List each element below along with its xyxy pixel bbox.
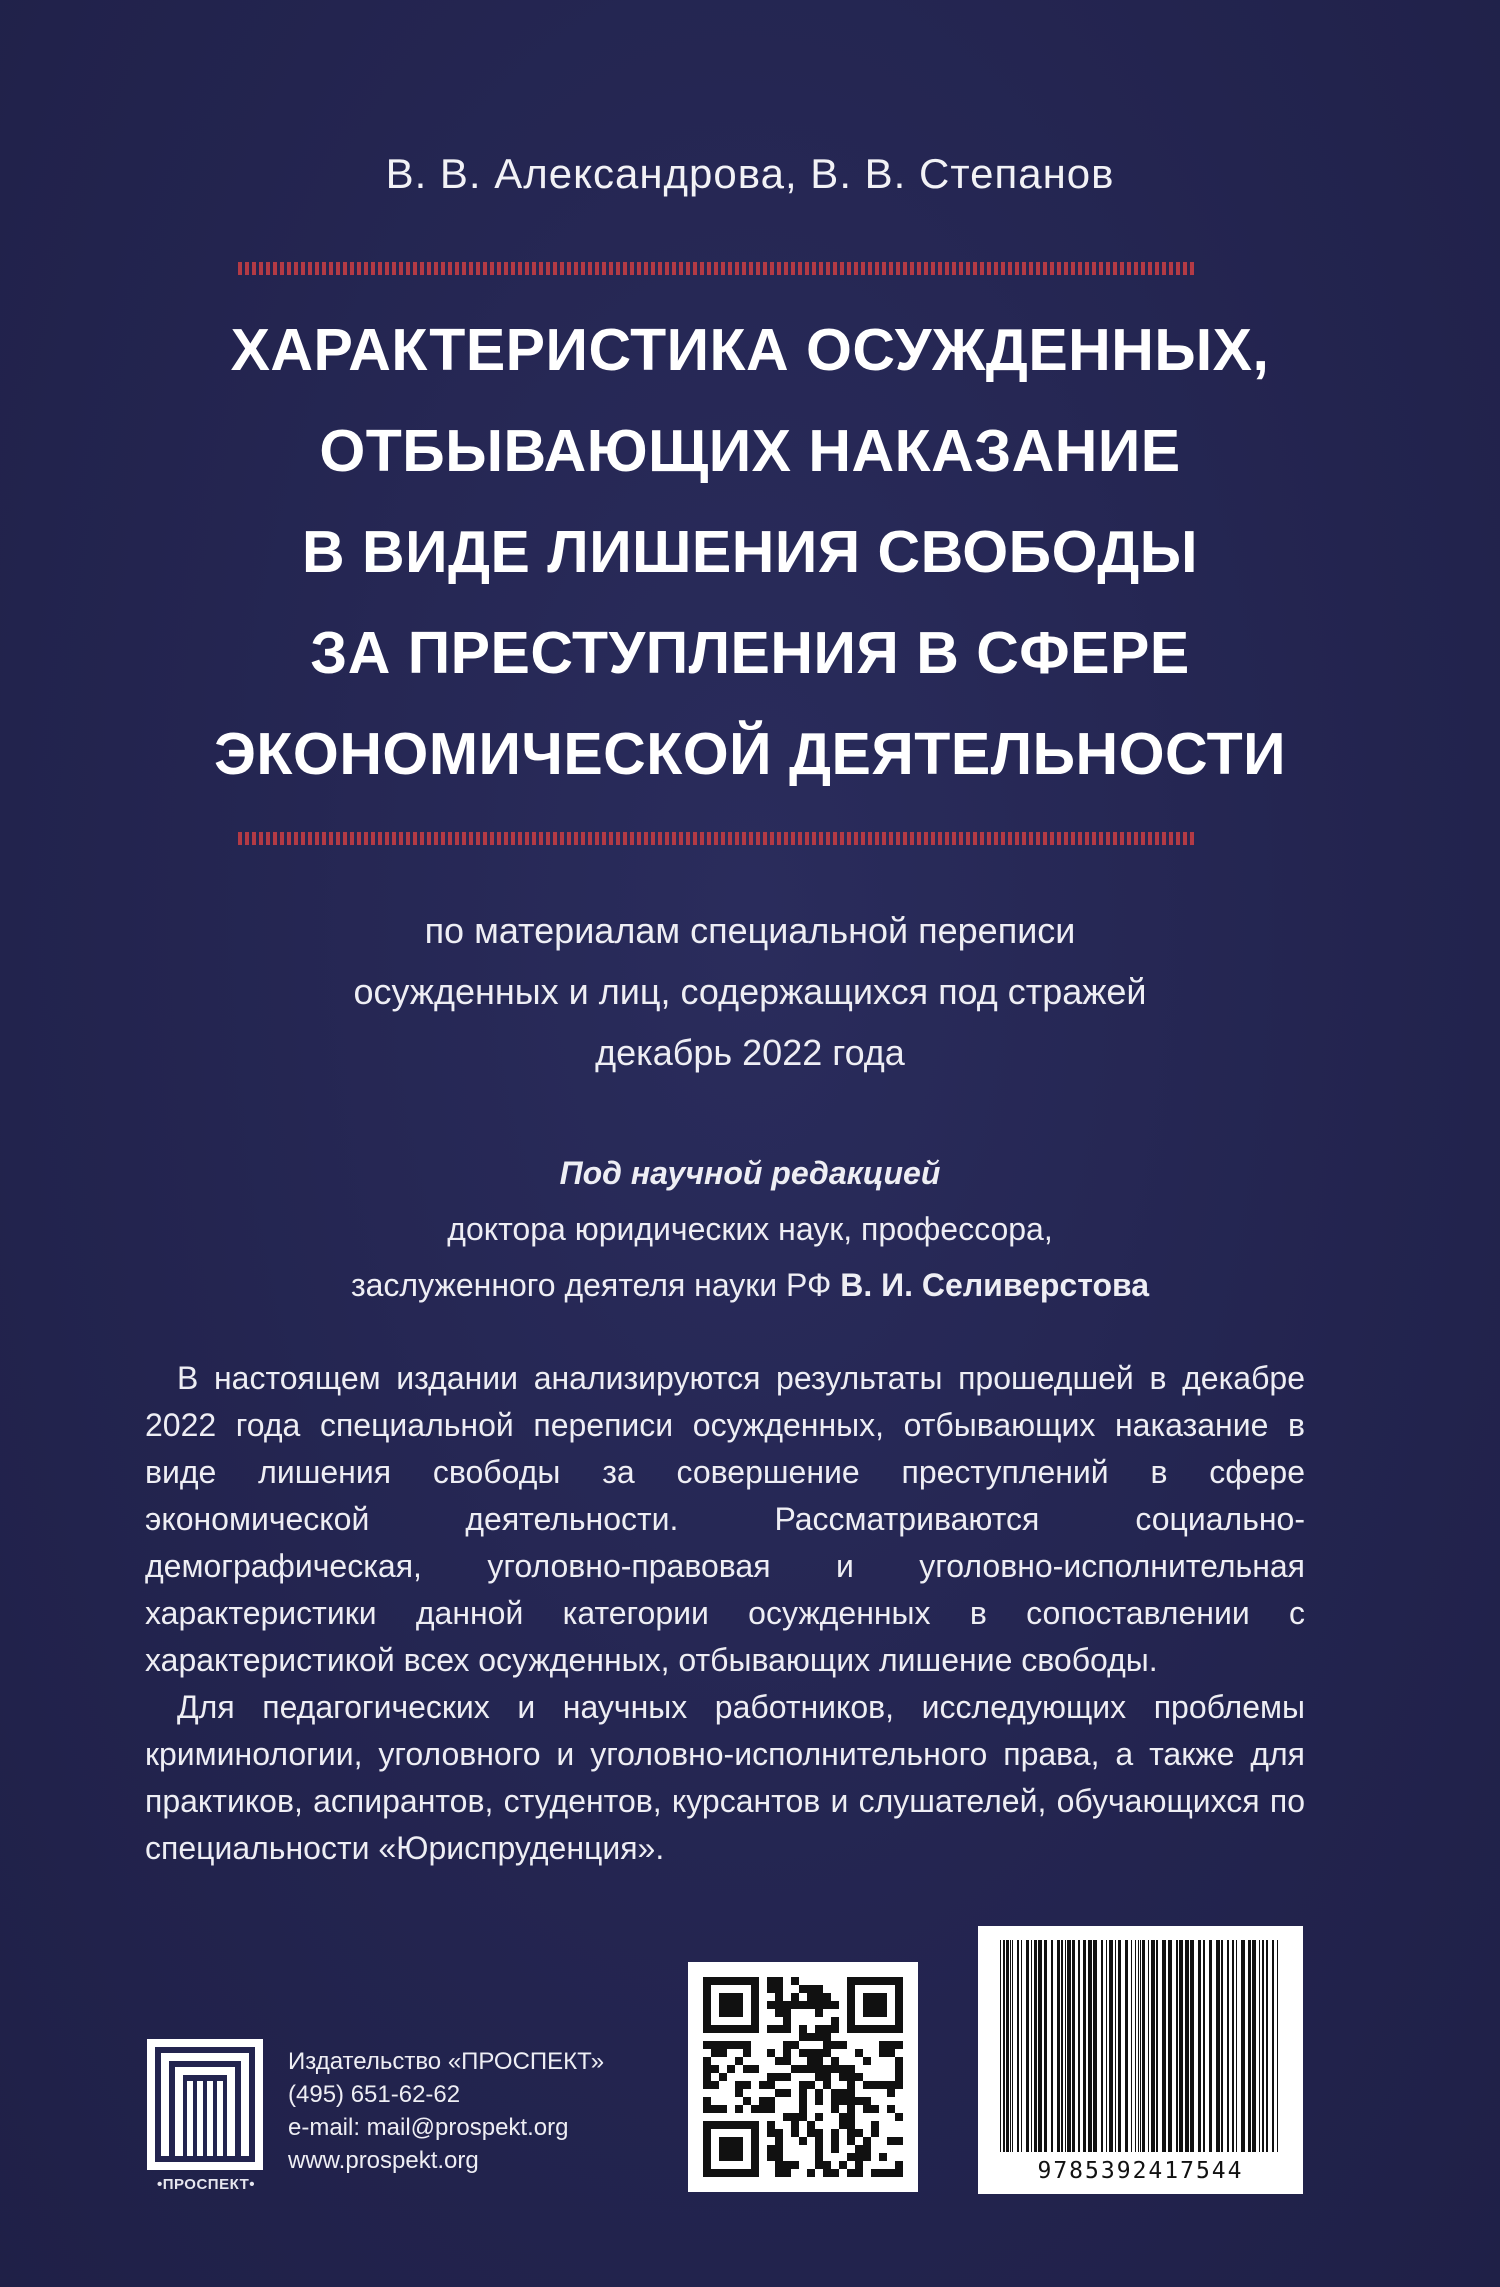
editor-honorific: заслуженного деятеля науки РФ [350, 1267, 832, 1303]
publisher-name: Издательство «ПРОСПЕКТ» [288, 2048, 605, 2075]
title-line: В ВИДЕ ЛИШЕНИЯ СВОБОДЫ [302, 519, 1198, 585]
editor-lead: Под научной редакцией [559, 1155, 941, 1191]
book-title [150, 300, 1350, 805]
barcode-icon [978, 1926, 1303, 2194]
isbn-barcode [978, 1926, 1303, 2194]
abstract-paragraph: В настоящем издании анализируются результаты прошедшей в декабре 2022 года специальной переписи осужденных, отбывающих наказание в виде лишения свободы за совершение преступлений в сфере экономической деятельности. Рассматриваются социально-демографическая, уголовно-правовая и уголовно-исполнительная характеристики данной категории осужденных в сопоставлении с характеристикой всех осужденных, отбывающих лишение свободы. [145, 1360, 1305, 1678]
prospekt-logo [145, 2037, 265, 2172]
abstract-paragraph: Для педагогических и научных работников, исследующих проблемы криминологии, уголовного и уголовно-исполнительного права, а также для практиков, аспирантов, студентов, курсантов и слушателей, обучающихся по специальности «Юриспруденция». [145, 1689, 1305, 1866]
qr-code-icon [688, 1962, 918, 2192]
editor-block [0, 1145, 1500, 1313]
decorative-rule-bottom [238, 832, 1196, 845]
title-line: ЭКОНОМИЧЕСКОЙ ДЕЯТЕЛЬНОСТИ [213, 721, 1287, 787]
subtitle-line: осужденных и лиц, содержащихся под стражей [353, 971, 1147, 1012]
editor-credentials: доктора юридических наук, профессора, [447, 1211, 1053, 1247]
publisher-website: www.prospekt.org [288, 2147, 479, 2174]
editor-name: В. И. Селиверстова [840, 1267, 1150, 1303]
title-line: ОТБЫВАЮЩИХ НАКАЗАНИЕ [319, 418, 1181, 484]
abstract [145, 1355, 1305, 1872]
subtitle [0, 900, 1500, 1083]
logo-label: •ПРОСПЕКТ• [156, 2176, 256, 2193]
editor-title-line [0, 1257, 1500, 1313]
qr-code[interactable] [688, 1962, 918, 2192]
authors: В. В. Александрова, В. В. Степанов [385, 150, 1115, 197]
title-line: ЗА ПРЕСТУПЛЕНИЯ В СФЕРЕ [310, 620, 1190, 686]
decorative-rule-top [238, 262, 1196, 275]
title-line: ХАРАКТЕРИСТИКА ОСУЖДЕННЫХ, [230, 317, 1270, 383]
isbn-digits: 9785392417544 [1037, 2158, 1244, 2184]
publisher-phone: (495) 651-62-62 [288, 2081, 461, 2108]
subtitle-line: декабрь 2022 года [595, 1032, 905, 1073]
subtitle-line: по материалам специальной переписи [424, 910, 1076, 951]
publisher-contacts [288, 2045, 604, 2177]
publisher-email: e-mail: mail@prospekt.org [288, 2114, 569, 2141]
